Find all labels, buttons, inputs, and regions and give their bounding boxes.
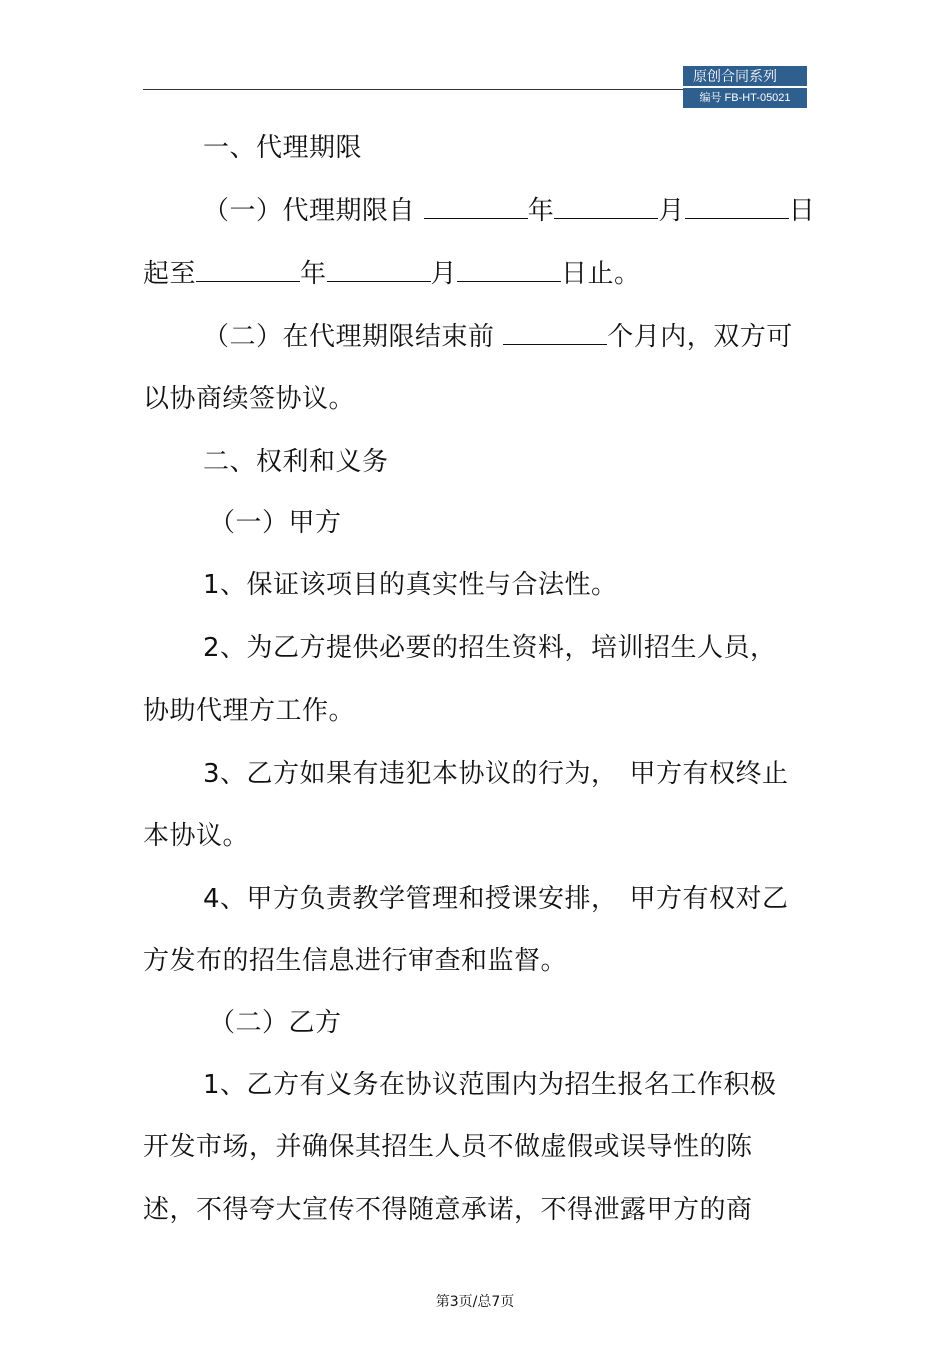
header-rule	[143, 89, 683, 90]
text-segment: 年	[527, 196, 555, 226]
text-segment: 3、乙方如果有违犯本协议的行为，	[203, 759, 618, 789]
text-segment: 起至	[143, 259, 197, 289]
text-segment: （一）代理期限自	[203, 196, 424, 226]
paragraph-line: 协助代理方工作。	[143, 696, 356, 726]
series-badge	[683, 66, 807, 108]
paragraph-line	[203, 319, 793, 355]
paragraph-line	[203, 756, 789, 792]
subsection-heading: （二）乙方	[209, 1008, 342, 1038]
paragraph-line	[203, 881, 789, 917]
paragraph-line: 1、乙方有义务在协议范围内为招生报名工作积极	[203, 1070, 777, 1100]
fill-blank	[554, 196, 658, 219]
paragraph-line: 本协议。	[143, 821, 250, 851]
text-segment: 月	[430, 259, 458, 289]
subsection-heading: （一）甲方	[209, 508, 342, 538]
fill-blank	[424, 196, 528, 219]
text-segment: 4、甲方负责教学管理和授课安排，	[203, 884, 618, 914]
paragraph-line: 1、保证该项目的真实性与合法性。	[203, 570, 618, 600]
fill-blank	[685, 196, 789, 219]
page-number: 第3页/总7页	[435, 1294, 515, 1310]
text-segment: 月	[658, 196, 685, 226]
paragraph-line: 述，不得夸大宣传不得随意承诺，不得泄露甲方的商	[143, 1195, 753, 1225]
fill-blank	[327, 259, 431, 282]
section-heading: 一、代理期限	[203, 133, 363, 163]
text-segment: 日	[788, 196, 816, 226]
fill-blank	[196, 259, 300, 282]
fill-blank	[503, 322, 607, 345]
paragraph-line: 2、为乙方提供必要的招生资料，培训招生人员，	[203, 633, 777, 663]
paragraph-line: 以协商续签协议。	[143, 384, 356, 414]
text-segment: 个月内，双方可	[607, 322, 793, 352]
text-segment: 日止。	[561, 259, 641, 289]
text-segment: 年	[300, 259, 327, 289]
text-segment: 甲方有权终止	[629, 759, 789, 789]
text-segment: （二）在代理期限结束前	[203, 322, 504, 352]
paragraph-line: 方发布的招生信息进行审查和监督。	[143, 946, 568, 976]
fill-blank	[457, 259, 561, 282]
series-label: 原创合同系列	[683, 66, 807, 86]
section-heading: 二、权利和义务	[203, 447, 389, 477]
text-segment: 甲方有权对乙	[629, 884, 789, 914]
paragraph-line	[143, 256, 641, 292]
document-code: 编号 FB-HT-05021	[683, 88, 807, 108]
paragraph-line: 开发市场，并确保其招生人员不做虚假或误导性的陈	[143, 1132, 753, 1162]
paragraph-line	[203, 193, 815, 229]
